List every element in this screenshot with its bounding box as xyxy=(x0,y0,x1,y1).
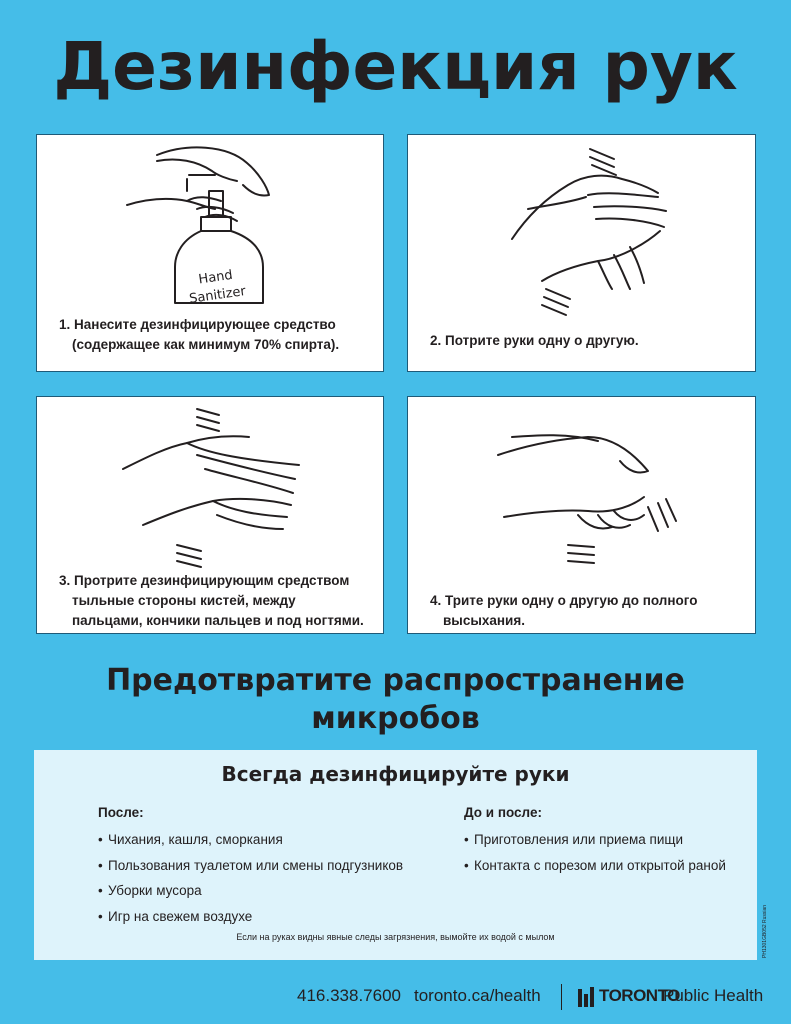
footer-divider xyxy=(561,984,562,1010)
soap-note: Если на руках видны явные следы загрязнения, вымойте их водой с мылом xyxy=(236,932,555,942)
step-3-panel xyxy=(36,396,384,634)
info-heading: Всегда дезинфицируйте руки xyxy=(221,762,570,786)
list-item: • Уборки мусора xyxy=(98,883,202,898)
step-3-number: 3. xyxy=(59,573,71,588)
logo-toronto: TORONTO xyxy=(599,986,680,1005)
back-of-hands-illustration xyxy=(37,397,385,572)
step-3-line1: Протрите дезинфицирующим средством xyxy=(74,573,350,588)
step-1-line2: (содержащее как минимум 70% спирта). xyxy=(72,337,340,352)
bottle-label-sanitizer: Sanitizer xyxy=(188,284,247,307)
info-box xyxy=(34,750,757,960)
list-item: • Контакта с порезом или открытой раной xyxy=(464,857,726,873)
before-after-label: До и после: xyxy=(464,805,542,820)
step-2-number: 2. xyxy=(430,333,442,348)
step-4-line2: высыхания. xyxy=(443,613,525,628)
step-4-line1: Трите руки одну о другую до полного xyxy=(445,593,698,608)
list-item: • Приготовления или приема пищи xyxy=(464,832,684,847)
step-3-caption xyxy=(59,571,364,631)
list-item: • Игр на свежем воздухе xyxy=(98,908,253,924)
toronto-city-hall-icon xyxy=(577,987,595,1007)
subtitle-line2: микробов xyxy=(311,701,480,736)
footer xyxy=(0,984,791,1010)
list-item: • Чихания, кашля, сморкания xyxy=(98,832,283,847)
step-4-number: 4. xyxy=(430,593,442,608)
subtitle xyxy=(0,662,791,738)
after-label: После: xyxy=(98,805,144,820)
step-4-panel xyxy=(407,396,756,634)
step-1-number: 1. xyxy=(59,317,71,332)
step-4-caption xyxy=(430,591,697,631)
step-2-panel xyxy=(407,134,756,372)
bottle-label-hand: Hand xyxy=(197,267,234,288)
document-code: PH1301GB052 Russian xyxy=(762,904,768,958)
website-link[interactable]: toronto.ca/health xyxy=(414,986,541,1005)
logo-public-health: Public Health xyxy=(663,986,764,1005)
sanitizer-pump-illustration xyxy=(37,135,385,315)
after-list xyxy=(98,830,403,932)
page-title: Дезинфекция рук xyxy=(53,28,738,105)
list-item: • Пользования туалетом или смены подгузников xyxy=(98,857,404,873)
before-after-list xyxy=(464,830,726,881)
step-2-line1: Потрите руки одну о другую. xyxy=(445,333,639,348)
rubbing-palms-illustration xyxy=(408,135,757,325)
step-3-line3: пальцами, кончики пальцев и под ногтями. xyxy=(72,613,364,628)
step-1-line1: Нанесите дезинфицирующее средство xyxy=(74,317,336,332)
step-3-line2: тыльные стороны кистей, между xyxy=(72,593,296,608)
step-1-caption xyxy=(59,315,339,355)
phone-link[interactable]: 416.338.7600 xyxy=(297,986,401,1005)
step-1-panel xyxy=(36,134,384,372)
subtitle-line1: Предотвратите распространение xyxy=(106,663,685,698)
interlocked-hands-illustration xyxy=(408,397,757,572)
step-2-caption xyxy=(430,331,639,351)
